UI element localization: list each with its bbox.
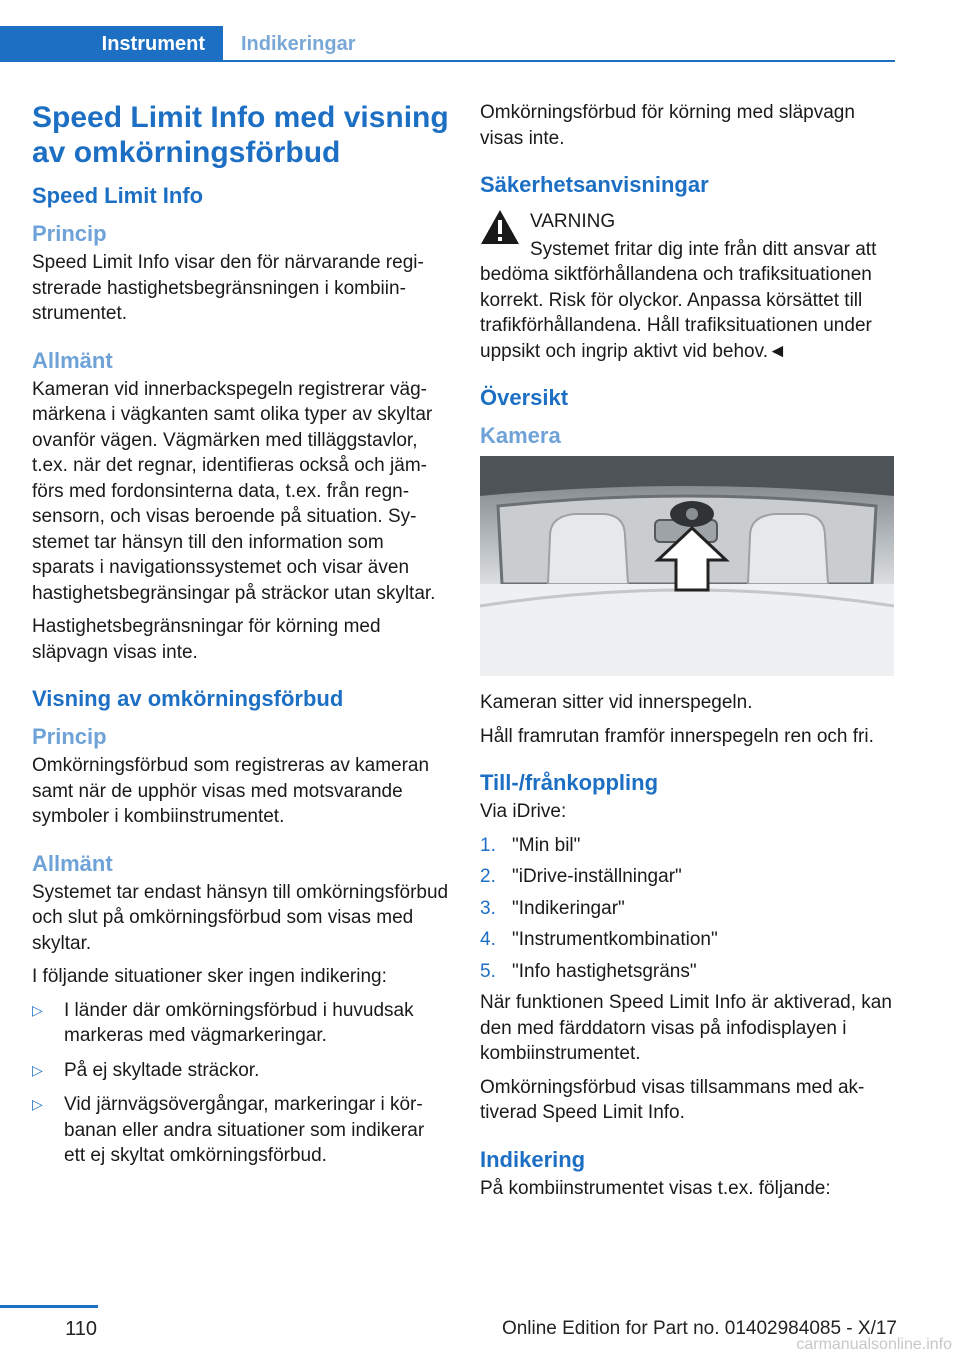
heading-till-frankoppling: Till-/frånkoppling xyxy=(480,770,659,795)
list-item: 5. "Info hastighetsgräns" xyxy=(480,960,697,982)
heading-allmant: Allmänt xyxy=(32,347,113,373)
heading-sakerhetsanvisningar: Säkerhetsanvisningar xyxy=(480,172,709,197)
heading-oversikt: Översikt xyxy=(480,385,569,410)
header-rule xyxy=(223,60,895,62)
via-idrive: Via iDrive: xyxy=(480,801,567,822)
car-interior-illustration xyxy=(480,456,894,676)
triangle-bullet-icon: ▷ xyxy=(32,1001,43,1018)
heading-kamera: Kamera xyxy=(480,423,561,448)
footer-rule xyxy=(0,1305,98,1308)
camera-caption-2: Håll framrutan framför innerspegeln ren och fri. xyxy=(480,725,874,747)
tab-indikeringar[interactable]: Indikeringar xyxy=(241,33,356,55)
list-item: 2. "iDrive-inställningar" xyxy=(480,866,682,887)
allmant2-text-2: I följande situationer sker ingen indikering: xyxy=(32,966,387,987)
edition-text: Online Edition for Part no. 01402984085 - X/17 xyxy=(501,1318,897,1339)
camera-photo xyxy=(480,456,894,676)
warning-line-1: Systemet fritar dig inte från ditt ansvar att xyxy=(530,238,877,260)
after-text-2: Omkörningsförbud visas tillsammans med aktiverad Speed Limit Info. xyxy=(480,1076,865,1123)
princip-text: Speed Limit Info visar den för närvarande registrerade hastighetsbegränsningen i kombiinstrumentet. xyxy=(32,252,424,324)
warning-icon xyxy=(480,209,520,245)
heading-princip: Princip xyxy=(32,221,107,246)
allmant2-text: Systemet tar endast hänsyn till omkörningsförbud och slut på omkörningsförbud som visas med skyltar. xyxy=(32,881,449,954)
after-text-1: När funktionen Speed Limit Info är aktiverad, kan den med färddatorn visas på infodisplayen i kombiinstrumentet. xyxy=(480,992,892,1064)
page-number: 110 xyxy=(65,1318,97,1340)
tab-instrument[interactable]: Instrument xyxy=(0,26,223,62)
list-item: 4. "Instrumentkombination" xyxy=(480,929,718,950)
heading-indikering: Indikering xyxy=(480,1146,586,1172)
right-column xyxy=(480,100,898,1209)
watermark: carmanualsonline.info xyxy=(796,1336,952,1353)
list-item: ▷ I länder där omkörningsförbud i huvudsak markeras med vägmarkeringar. xyxy=(32,999,414,1046)
list-item: ▷ Vid järnvägsövergångar, markeringar i körbanan eller andra situationer som indikerar ett ej skyltat omkörningsförbud. xyxy=(32,1094,425,1166)
princip-text-2: Omkörningsförbud som registreras av kameran samt när de upphör visas med motsvarande symboler i kombiinstrumentet. xyxy=(32,755,430,827)
heading-omkorningsforbud: Visning av omkörningsförbud xyxy=(32,686,344,711)
warning-text: bedöma siktförhållandena och trafiksituationen korrekt. Risk för olyckor. Anpassa körsättet till trafikförhållandena. Håll trafiksituationen under uppsikt och ingrip aktivt vid behov.◄ xyxy=(480,264,872,362)
warning-block xyxy=(480,209,898,364)
allmant-text-2: Hastighetsbegränsningar för körning med släpvagn visas inte. xyxy=(32,616,381,663)
triangle-bullet-icon: ▷ xyxy=(32,1096,43,1112)
indikering-text: På kombiinstrumentet visas t.ex. följande: xyxy=(480,1177,831,1199)
intro-text: Omkörningsförbud för körning med släpvagn visas inte. xyxy=(480,102,855,149)
triangle-bullet-icon: ▷ xyxy=(32,1061,43,1078)
steps-list xyxy=(480,833,898,985)
header-tabs xyxy=(0,26,895,62)
situation-list xyxy=(32,998,450,1169)
list-item: 1. "Min bil" xyxy=(480,834,581,856)
camera-caption-1: Kameran sitter vid innerspegeln. xyxy=(480,692,753,713)
page-title: Speed Limit Info med visning av omkörningsförbud xyxy=(32,101,449,169)
list-item: 3. "Indikeringar" xyxy=(480,897,625,919)
heading-princip-2: Princip xyxy=(32,724,107,749)
heading-allmant-2: Allmänt xyxy=(32,850,113,876)
left-column xyxy=(32,100,450,1178)
heading-speed-limit-info: Speed Limit Info xyxy=(32,183,204,208)
list-item: ▷ På ej skyltade sträckor. xyxy=(32,1058,450,1084)
warning-label: VARNING xyxy=(530,211,616,232)
allmant-text: Kameran vid innerbackspegeln registrerar vägmärkena i vägkanten samt olika typer av skyltar ovanför vägen. Vägmärken med tilläggstavlor, t.ex. när det regnar, identifieras också och jämförs med fordonsinterna data, t.ex. från regnsensorn, och visas beroende på situation. Systemet tar hänsyn till den information som sparats i navigationssystemet och visar även hastighetsbegränsingar på sträckor utan skyltar. xyxy=(32,378,436,604)
